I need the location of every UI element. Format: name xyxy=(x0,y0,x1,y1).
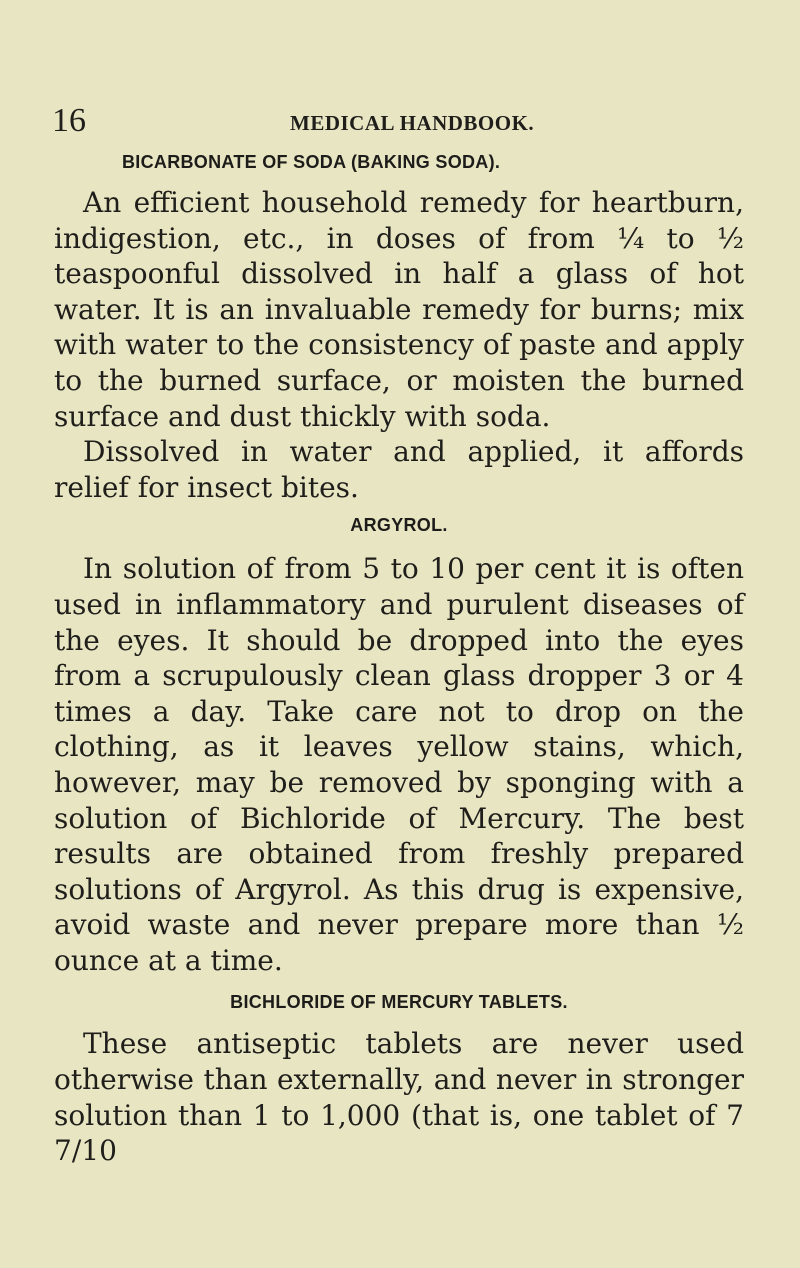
book-title: MEDICAL HANDBOOK. xyxy=(290,111,535,135)
section-heading-bichloride: BICHLORIDE OF MERCURY TABLETS. xyxy=(230,992,568,1013)
section-heading-argyrol: ARGYROL. xyxy=(350,515,448,536)
running-head xyxy=(52,104,692,144)
paragraph-bicarbonate-insect-bites: Dissolved in water and applied, it affords relief for insect bites. xyxy=(54,435,744,504)
page-content xyxy=(54,150,744,1169)
paragraph-bichloride: These antiseptic tablets are never used otherwise than externally, and never in stronger solution than 1 to 1,000 (that is, one tablet of 7 7/10 xyxy=(54,1027,744,1168)
section-heading-bicarbonate: BICARBONATE OF SODA (BAKING SODA). xyxy=(122,152,501,172)
paragraph-argyrol: In solution of from 5 to 10 per cent it is often used in inflammatory and purulent diseases of the eyes. It should be dropped into the eyes from a scrupulously clean glass dropper 3 or 4 times a day. Take care not to drop on the clothing, as it leaves yellow stains, which, however, may be removed by sponging with a solution of Bichloride of Mercury. The best results are obtained from freshly prepared solutions of Argyrol. As this drug is expensive, avoid waste and never prepare more than ½ ounce at a time. xyxy=(54,552,744,977)
paragraph-bicarbonate-uses: An efficient household remedy for heartburn, indigestion, etc., in doses of from ¼ to ½ teaspoonful dissolved in half a glass of hot water. It is an invaluable remedy for burns; mix with water to the consistency of paste and apply to the burned surface, or moisten the burned surface and dust thickly with soda. xyxy=(54,186,744,433)
page-number: 16 xyxy=(52,102,86,139)
